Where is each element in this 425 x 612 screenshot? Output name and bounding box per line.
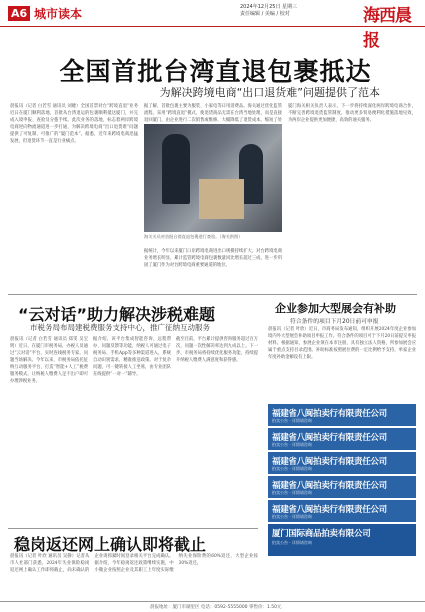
section-title: 城市读本 bbox=[34, 7, 83, 21]
header-date bbox=[240, 4, 360, 18]
ad-title: 厦门国际商品拍卖有限公司 bbox=[272, 529, 371, 539]
ad-title: 福建省八闽拍卖行有限责任公司 bbox=[272, 457, 387, 467]
lead-column-3: 厦门海关相关负责人表示，下一步将持续深化两岸跨境电商合作，不断完善跨境退货监管制度，推动更多贸易便利化措施落地见效，为两岸企业提供更加便捷、高效的通关服务。 bbox=[288, 104, 416, 123]
lead-column-2-bottom: 据统计，今年以来厦门口岸跨境电商进出口规模持续扩大，对台跨境电商业务增长明显，累计监管跨境电商包裹数量同比增长超过三成，进一步巩固了厦门作为对台跨境电商重要通道的地位。 bbox=[144, 249, 282, 268]
ad-subtitle: 拍卖公告 · 详情请咨询 bbox=[272, 442, 312, 447]
auction-ad bbox=[268, 452, 416, 474]
photo-package bbox=[199, 179, 244, 219]
footer-text: 晨报地址：厦门市湖里区 电话：0592-5555000 零售价：1.50元 bbox=[150, 605, 282, 610]
story2-column-2: 据介绍，该平台集成智能咨询、远程帮办、问题反馈等功能，纳税人可通过电子税务局、手机App等多种渠道进入，系统自动识别需求，精准推送政策。对于复杂问题，可一键转接人工坐席，由专业团队在线提供“一对一”辅导。 bbox=[93, 337, 171, 377]
story2-column-1: 晨报讯（记者 白若雪 通讯员 郑雯 吴宝明）近日，在厦门市税务局，办税人员通过“云对话”平台，实时连线税务专家，问题当场解决。今年以来，市税务局依托征纳互动服务平台，打造“智能+人工”税费服务模式，让纳税人缴费人足不出户即可办理涉税业务。 bbox=[10, 337, 88, 384]
lead-column-1: 晨报讯（记者 白若雪 通讯员 刘婕）全国首票对台“跨境直退”业务近日在厦门顺利落地，首批从台湾退运的包裹顺利抵达厦门，并完成入境申报、查验及分拨手续。此次业务的落地，标志着两岸跨境电商逆向物流通道进一步打通，为解决跨境电商“出口退货难”问题提供了可复制、可推广的“厦门范本”。据悉，近年来跨境电商迅猛发展，但退货环节一直是行业痛点。 bbox=[10, 104, 138, 144]
story2-column-3: 截至目前，平台累计提供咨询服务超过百万次，问题一次性解决率达到九成以上。下一步，市税务局将持续优化服务功能，持续提升纳税人缴费人满意度和获得感。 bbox=[176, 337, 258, 363]
page-number: A6 bbox=[8, 6, 30, 21]
ad-title: 福建省八闽拍卖行有限责任公司 bbox=[272, 433, 387, 443]
lead-photo bbox=[144, 124, 282, 232]
photo-caption: 海关关员对首批台湾直退包裹进行查验。（海关供图） bbox=[144, 234, 243, 239]
ad-subtitle: 拍卖公告 · 详情请咨询 bbox=[272, 418, 312, 423]
story3-subhead: 符合条件的项目下月20日前可申报 bbox=[290, 319, 379, 325]
ad-subtitle: 拍卖公告 · 详情请咨询 bbox=[272, 514, 312, 519]
ad-subtitle: 拍卖公告 · 详情请咨询 bbox=[272, 540, 312, 545]
section-divider bbox=[8, 294, 417, 295]
auction-ad bbox=[268, 524, 416, 556]
photo-person bbox=[162, 134, 190, 204]
ad-title: 福建省八闽拍卖行有限责任公司 bbox=[272, 481, 387, 491]
auction-ad bbox=[268, 500, 416, 522]
story2-headline: “云对话”助力解决涉税难题 bbox=[18, 305, 216, 324]
lead-column-2-top: 据了解，首批包裹主要为服装、小家电等日用消费品。海关通过优化监管流程，采用“跨境直退”模式，使退货商品无需在台湾当地处理，而是直接退回厦门，由企业进行二次销售或维修，大幅降低了退货成本，缩短了处 bbox=[144, 104, 282, 123]
story4-headline: 稳岗返还网上确认即将截止 bbox=[14, 535, 207, 554]
lead-subhead: 为解决跨境电商“出口退货难”问题提供了范本 bbox=[159, 86, 380, 99]
date-line: 2024年12月25日 星期三 bbox=[240, 4, 298, 10]
lead-headline: 全国首批台湾直退包裹抵达 bbox=[59, 57, 372, 86]
newspaper-logo: 海西晨报 bbox=[363, 6, 411, 51]
auction-ad bbox=[268, 476, 416, 498]
story4-body: 晨报讯（记者 叶欣 通讯员 吴静）记者从市人社部门获悉，2024年失业保险稳岗返还网上确认工作即将截止，尚未确认的企业请抓紧时间登录相关平台完成确认。据介绍，今年稳岗返还政策继续实施，中小微企业按照企业及其职工上年度实际缴纳失业保险费的60%返还，大型企业按30%返还。 bbox=[10, 554, 258, 573]
auction-ad bbox=[268, 428, 416, 450]
ad-title: 福建省八闽拍卖行有限责任公司 bbox=[272, 505, 387, 515]
story3-headline: 企业参加大型展会有补助 bbox=[275, 302, 396, 315]
page-footer bbox=[0, 601, 425, 612]
auction-ad bbox=[268, 404, 416, 426]
story3-body: 晨报讯（记者 叶欣）近日，市商务局发布通知，组织开展2024年度企业参加境内外大型展会补助项目申报工作。符合条件的项目可于下月20日前提交申报材料。根据通知，参展企业须在本市注册，具有独立法人资格，所参加展会应属于重点支持目录范围。补助标准按照展位费的一定比例给予支持，单家企业年度补助金额设有上限。 bbox=[268, 327, 416, 360]
editor-line: 责任编辑 / 美编 / 校对 bbox=[240, 11, 290, 17]
story2-subhead: 市税务局布局建税费服务支持中心，推广征纳互动服务 bbox=[30, 323, 210, 332]
ad-title: 福建省八闽拍卖行有限责任公司 bbox=[272, 409, 387, 419]
ad-subtitle: 拍卖公告 · 详情请咨询 bbox=[272, 490, 312, 495]
ad-subtitle: 拍卖公告 · 详情请咨询 bbox=[272, 466, 312, 471]
section-divider bbox=[8, 528, 258, 529]
